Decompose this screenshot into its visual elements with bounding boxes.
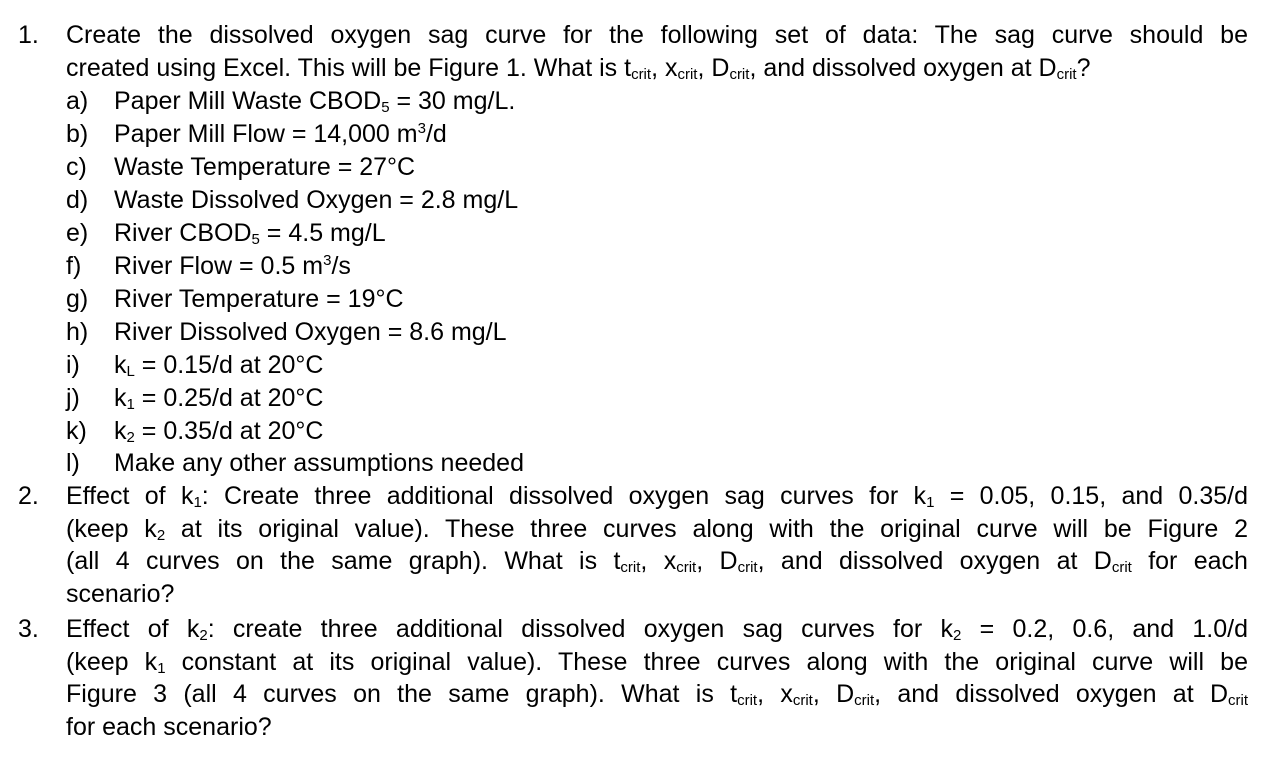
- question-1-text: [66, 19, 1248, 84]
- q1-line-2: created using Excel. This will be Figure 1. What is $t_{crit}$, $x_{crit}$, $D_{crit}$, and dissolved oxygen at $D_{crit}$?: [66, 53, 1091, 83]
- question-1-number: 1.: [18, 21, 39, 49]
- question-2-text: [66, 480, 1248, 610]
- list-item: j) $k_1 = 0.25/d$ at 20°C: [66, 384, 324, 413]
- list-item: d) Waste Dissolved Oxygen = 2.8 mg/L: [66, 186, 519, 214]
- q3-line-4: for each scenario?: [66, 712, 272, 741]
- q2-line-2: (keep $k_2$ at its original value). These three curves along with the original curve will be Figure 2: [66, 514, 1248, 544]
- q2-line-1: Effect of $k_1$: Create three additional dissolved oxygen sag curves for $k_1 = 0.05$, 0.15, and 0.35/d: [66, 482, 1248, 511]
- q3-line-1: Effect of $k_2$: create three additional dissolved oxygen sag curves for $k_2 = 0.2$, 0.6, and 1.0/d: [66, 615, 1248, 644]
- list-item: b) Paper Mill Flow = 14,000 $m^3/d$: [66, 120, 447, 148]
- q1-line-1: Create the dissolved oxygen sag curve for the following set of data: The sag curve should be: [66, 21, 1248, 49]
- question-3-number: 3.: [18, 615, 39, 643]
- q3-line-3: Figure 3 (all 4 curves on the same graph). What is $t_{crit}$, $x_{crit}$, $D_{crit}$, and dissolved oxygen at $D_{crit}$: [66, 680, 1248, 710]
- list-item: e) River $CBOD_5 = 4.5$ mg/L: [66, 219, 386, 248]
- q2-line-4: scenario?: [66, 579, 175, 608]
- list-item: l) Make any other assumptions needed: [66, 449, 524, 477]
- q3-line-2: (keep $k_1$ constant at its original value). These three curves along with the original curve will be: [66, 647, 1248, 677]
- list-item: i) $k_L = 0.15/d$ at 20°C: [66, 351, 324, 380]
- q2-line-3: (all 4 curves on the same graph). What is $t_{crit}$, $x_{crit}$, $D_{crit}$, and dissolved oxygen at $D_{crit}$ for each: [66, 547, 1248, 577]
- list-item: g) River Temperature = 19°C: [66, 285, 404, 313]
- question-2-number: 2.: [18, 482, 39, 510]
- list-item: k) $k_2 = 0.35/d$ at 20°C: [66, 417, 324, 446]
- list-item: a) Paper Mill Waste $CBOD_5 = 30$ mg/L.: [66, 87, 516, 116]
- list-item: f) River Flow = 0.5 $m^3/s$: [66, 252, 351, 280]
- list-item: h) River Dissolved Oxygen = 8.6 mg/L: [66, 318, 507, 346]
- question-3-text: [66, 613, 1248, 743]
- list-item: c) Waste Temperature = 27°C: [66, 153, 416, 181]
